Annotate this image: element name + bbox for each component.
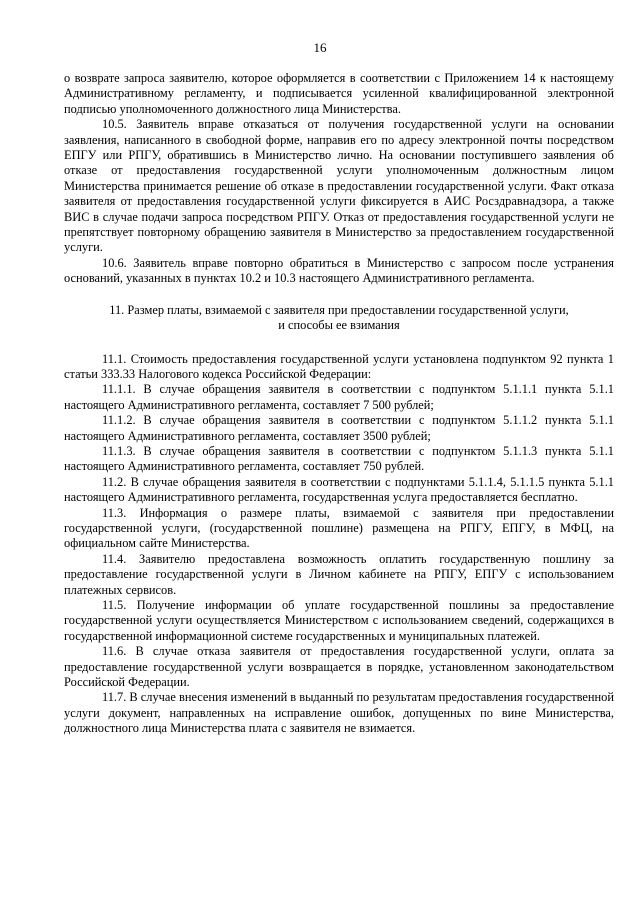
paragraph-10-5: 10.5. Заявитель вправе отказаться от получения государственной услуги на основании заявления, написанного в свободной форме, направив его по адресу электронной почты посредством ЕПГУ или РПГУ, обратившись в Министерство лично. На основании поступившего заявления об отказе от предоставления государственной услуги уполномоченным должностным лицом Министерства принимается решение об отказе в предоставлении государственной услуги. Факт отказа заявителя от предоставления государственной услуги фиксируется в АИС Росздравнадзора, а также ВИС в случае подачи запроса посредством РПГУ. Отказ от предоставления государственной услуги не препятствует повторному обращению заявителя в Министерство за предоставлением государственной услуги.: [64, 117, 614, 255]
section-heading-line2: и способы ее взимания: [278, 318, 400, 333]
paragraph-11-3: 11.3. Информация о размере платы, взимаемой с заявителя при предоставлении государственной услуги, (государственной пошлине) размещена на РПГУ, ЕПГУ, в МФЦ, на официальном сайте Министерства.: [64, 505, 614, 551]
paragraph-10-6: 10.6. Заявитель вправе повторно обратиться в Министерство с запросом после устранения оснований, указанных в пунктах 10.2 и 10.3 настоящего Административного регламента.: [64, 255, 614, 286]
paragraph-continuation: о возврате запроса заявителю, которое оформляется в соответствии с Приложением 14 к настоящему Административному регламенту, и подписывается усиленной квалифицированной электронной подписью уполномоченного должностного лица Министерства.: [64, 71, 614, 116]
page-number: 16: [313, 40, 327, 55]
paragraph-11-7: 11.7. В случае внесения изменений в выданный по результатам предоставления государственной услуги документ, направленных на исправление ошибок, допущенных по вине Министерства, должностного лица Министерства плата с заявителя не взимается.: [64, 690, 614, 736]
paragraph-11-5: 11.5. Получение информации об уплате государственной пошлины за предоставление государственной услуги осуществляется Министерством с использованием сведений, содержащихся в государственной информационной системе государственных и муниципальных платежей.: [64, 598, 614, 643]
paragraph-11-1-2: 11.1.2. В случае обращения заявителя в соответствии с подпунктом 5.1.1.2 пункта 5.1.1 настоящего Административного регламента, составляет 3500 рублей;: [64, 413, 614, 443]
paragraph-11-1: 11.1. Стоимость предоставления государственной услуги установлена подпунктом 92 пункта 1 статьи 333.33 Налогового кодекса Российской Федерации:: [64, 351, 614, 381]
paragraph-11-6: 11.6. В случае отказа заявителя от предоставления государственной услуги, оплата за предоставление государственной услуги возвращается в порядке, установленном законодательством Российской Федерации.: [64, 644, 614, 690]
section-heading: [64, 303, 614, 334]
paragraph-11-2: 11.2. В случае обращения заявителя в соответствии с подпунктами 5.1.1.4, 5.1.1.5 пункта 5.1.1 настоящего Административного регламента, государственная услуга предоставляется бесплатно.: [64, 474, 614, 505]
section-heading-line1: 11. Размер платы, взимаемой с заявителя при предоставлении государственной услуги,: [109, 302, 569, 317]
document-body: [64, 71, 614, 737]
paragraph-11-4: 11.4. Заявителю предоставлена возможность оплатить государственную пошлину за предоставление государственной услуги в Личном кабинете на РПГУ, ЕПГУ с использованием платежных сервисов.: [64, 551, 614, 597]
paragraph-11-1-3: 11.1.3. В случае обращения заявителя в соответствии с подпунктом 5.1.1.3 пункта 5.1.1 настоящего Административного регламента, составляет 750 рублей.: [64, 443, 614, 474]
paragraph-11-1-1: 11.1.1. В случае обращения заявителя в соответствии с подпунктом 5.1.1.1 пункта 5.1.1 настоящего Административного регламента, составляет 7 500 рублей;: [64, 382, 614, 412]
